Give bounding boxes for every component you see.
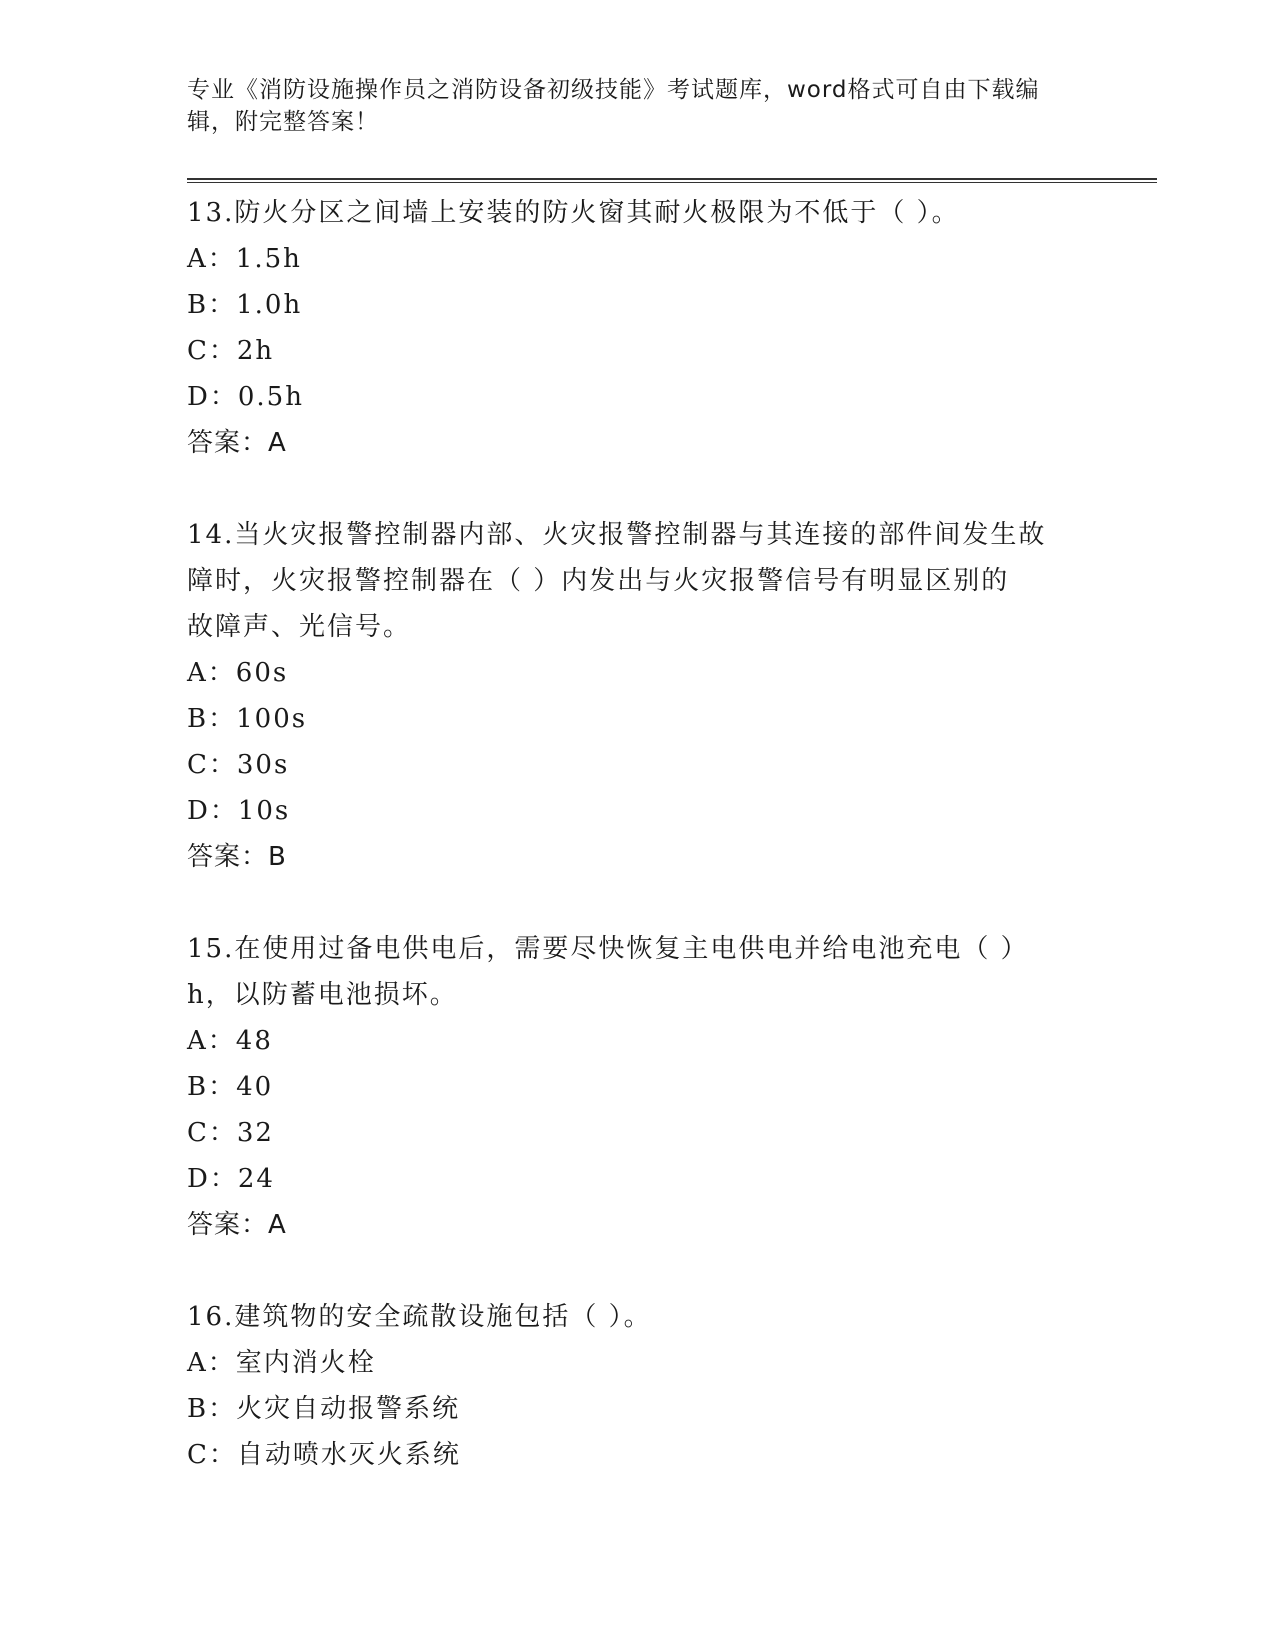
option-c: C：32 xyxy=(187,1118,274,1148)
question-text: 15.在使用过备电供电后，需要尽快恢复主电供电并给电池充电（ ） xyxy=(187,934,1029,964)
option-b: B：40 xyxy=(187,1072,274,1102)
question-text: 障时，火灾报警控制器在（ ）内发出与火灾报警信号有明显区别的 xyxy=(187,566,1010,596)
option-d: D：0.5h xyxy=(187,382,304,412)
option-a: A：60s xyxy=(187,658,289,688)
option-c: C：2h xyxy=(187,336,275,366)
option-b: B：火灾自动报警系统 xyxy=(187,1394,461,1424)
document-header xyxy=(187,74,1067,138)
option-b: B：1.0h xyxy=(187,290,303,320)
question-14 xyxy=(187,512,1087,880)
question-15 xyxy=(187,926,1087,1248)
option-a: A：48 xyxy=(187,1026,273,1056)
question-16 xyxy=(187,1294,1087,1478)
option-c: C：30s xyxy=(187,750,290,780)
header-divider xyxy=(187,178,1157,183)
option-a: A：室内消火栓 xyxy=(187,1348,376,1378)
question-text: h，以防蓄电池损坏。 xyxy=(187,980,458,1010)
option-a: A：1.5h xyxy=(187,244,302,274)
question-list xyxy=(187,190,1087,1478)
option-c: C：自动喷水灭火系统 xyxy=(187,1440,461,1470)
answer-label: 答案：A xyxy=(187,428,287,458)
option-d: D：24 xyxy=(187,1164,275,1194)
option-b: B：100s xyxy=(187,704,308,734)
option-d: D：10s xyxy=(187,796,291,826)
question-13 xyxy=(187,190,1087,466)
answer-label: 答案：B xyxy=(187,842,287,872)
question-text: 13.防火分区之间墙上安装的防火窗其耐火极限为不低于（ ）。 xyxy=(187,198,960,228)
question-text: 故障声、光信号。 xyxy=(187,612,412,642)
header-line-2: 辑，附完整答案！ xyxy=(187,109,379,135)
header-line-1: 专业《消防设施操作员之消防设备初级技能》考试题库，word格式可自由下载编 xyxy=(187,77,1040,103)
question-text: 14.当火灾报警控制器内部、火灾报警控制器与其连接的部件间发生故 xyxy=(187,520,1047,550)
question-text: 16.建筑物的安全疏散设施包括（ ）。 xyxy=(187,1302,652,1332)
answer-label: 答案：A xyxy=(187,1210,287,1240)
